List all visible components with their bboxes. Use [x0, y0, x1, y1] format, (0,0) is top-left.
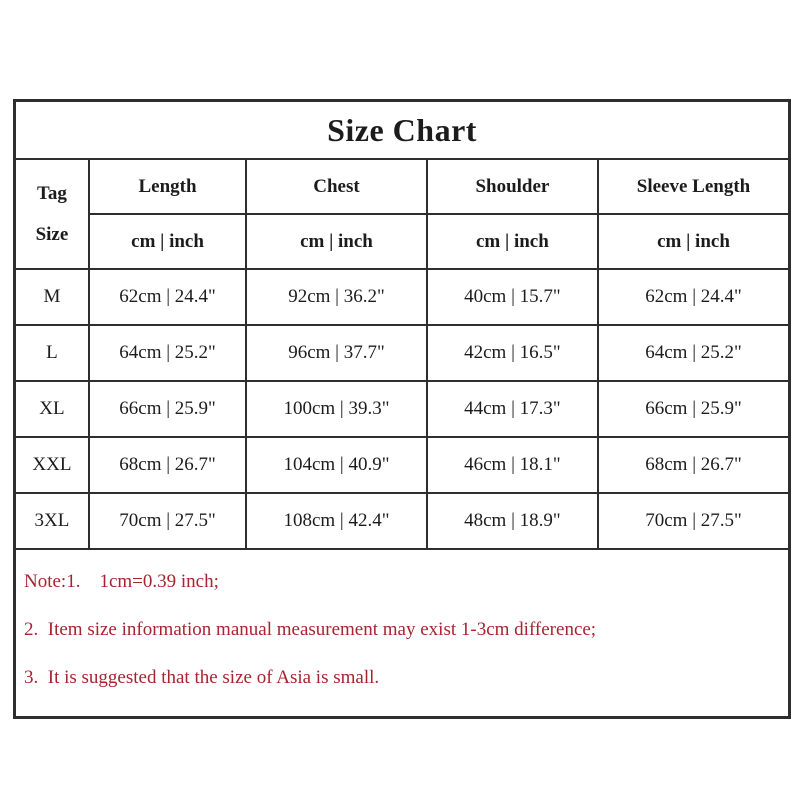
chest-value: 96cm | 37.7" [246, 325, 427, 381]
sleeve-value: 70cm | 27.5" [598, 493, 789, 549]
chest-value: 100cm | 39.3" [246, 381, 427, 437]
notes-row [15, 549, 790, 717]
shoulder-value: 40cm | 15.7" [427, 269, 598, 325]
length-value: 66cm | 25.9" [89, 381, 246, 437]
size-label: XXL [15, 437, 89, 493]
title-row [15, 101, 790, 160]
sleeve-value: 62cm | 24.4" [598, 269, 789, 325]
unit-label-length: cm | inch [89, 214, 246, 269]
sleeve-value: 66cm | 25.9" [598, 381, 789, 437]
size-label: 3XL [15, 493, 89, 549]
size-chart-table [13, 99, 791, 719]
corner-label-tag: Tag [36, 183, 67, 204]
shoulder-value: 44cm | 17.3" [427, 381, 598, 437]
table-row-l [15, 325, 790, 381]
notes-cell [15, 549, 790, 717]
column-header-shoulder: Shoulder [427, 159, 598, 214]
shoulder-value: 48cm | 18.9" [427, 493, 598, 549]
table-row-3xl [15, 493, 790, 549]
size-chart-panel [13, 99, 791, 719]
corner-label-size: Size [35, 224, 69, 245]
table-row-m [15, 269, 790, 325]
size-label: L [15, 325, 89, 381]
column-header-length: Length [89, 159, 246, 214]
table-row-xl [15, 381, 790, 437]
unit-label-sleeve-length: cm | inch [598, 214, 789, 269]
length-value: 68cm | 26.7" [89, 437, 246, 493]
size-chart-title: Size Chart [15, 101, 790, 160]
note-line-1: Note:1. 1cm=0.39 inch; [24, 571, 219, 592]
unit-row [15, 214, 790, 269]
size-label: M [15, 269, 89, 325]
sleeve-value: 68cm | 26.7" [598, 437, 789, 493]
note-line-2: 2. Item size information manual measurement may exist 1-3cm difference; [24, 618, 597, 640]
table-row-xxl [15, 437, 790, 493]
column-header-chest: Chest [246, 159, 427, 214]
note-line-3: 3. It is suggested that the size of Asia is small. [24, 666, 380, 688]
length-value: 64cm | 25.2" [89, 325, 246, 381]
sleeve-value: 64cm | 25.2" [598, 325, 789, 381]
header-row [15, 159, 790, 214]
shoulder-value: 46cm | 18.1" [427, 437, 598, 493]
notes-block [16, 550, 788, 689]
unit-label-chest: cm | inch [246, 214, 427, 269]
length-value: 70cm | 27.5" [89, 493, 246, 549]
unit-label-shoulder: cm | inch [427, 214, 598, 269]
column-header-sleeve-length: Sleeve Length [598, 159, 789, 214]
chest-value: 104cm | 40.9" [246, 437, 427, 493]
length-value: 62cm | 24.4" [89, 269, 246, 325]
chest-value: 108cm | 42.4" [246, 493, 427, 549]
size-label: XL [15, 381, 89, 437]
shoulder-value: 42cm | 16.5" [427, 325, 598, 381]
chest-value: 92cm | 36.2" [246, 269, 427, 325]
corner-header-tag-size [15, 159, 89, 269]
